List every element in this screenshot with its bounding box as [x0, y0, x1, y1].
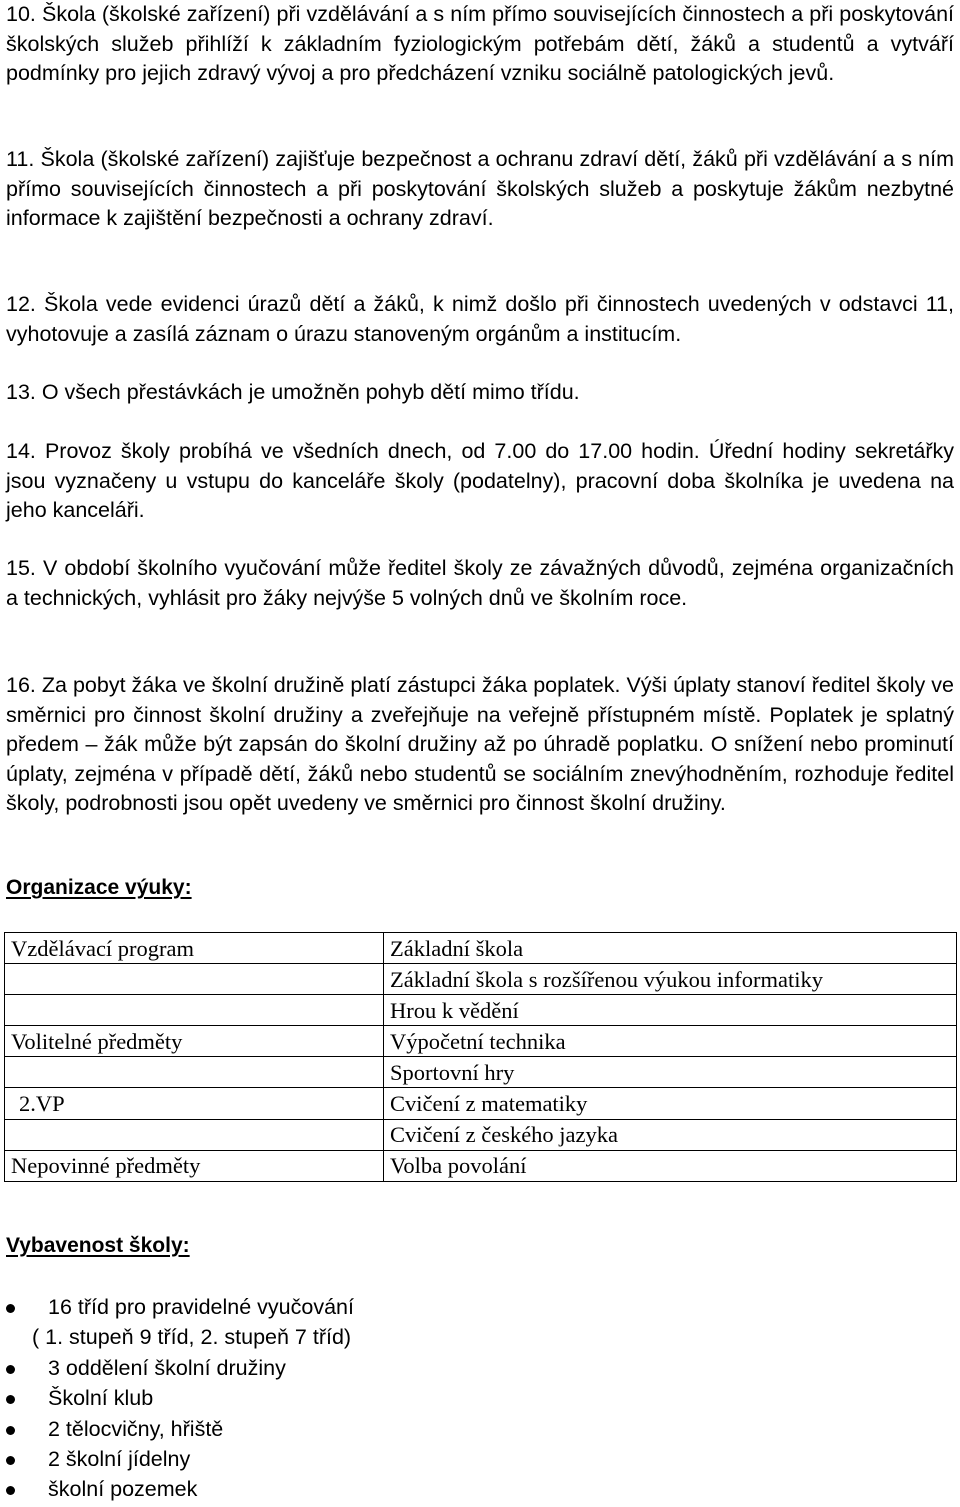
paragraph-14: 14. Provoz školy probíhá ve všedních dnech, od 7.00 do 17.00 hodin. Úřední hodiny sekretářky jsou vyznačeny u vstupu do kanceláře školy (podatelny), pracovní doba školníka je uvedena na jeho kanceláři. — [6, 439, 954, 523]
bullet-icon — [6, 1395, 15, 1404]
table-row — [5, 1150, 957, 1181]
list-item-text: školní pozemek — [48, 1477, 198, 1502]
bullet-icon — [6, 1304, 15, 1313]
table-cell-value: Sportovní hry — [384, 1057, 957, 1088]
table-cell-value: Základní škola s rozšířenou výukou informatiky — [384, 964, 957, 995]
table-row — [5, 933, 957, 964]
table-row — [5, 1119, 957, 1150]
table-cell-label: Volitelné předměty — [5, 1026, 384, 1057]
list-item — [0, 1414, 354, 1444]
paragraph-16: 16. Za pobyt žáka ve školní družině platí zástupci žáka poplatek. Výši úplaty stanoví ředitel školy ve směrnici pro činnost školní družiny a zveřejňuje na veřejně přístupném místě. Poplatek je splatný předem – žák může být zapsán do školní družiny až po úhradě poplatku. O snížení nebo prominutí úplaty, zejména v případě dětí, žáků nebo studentů se sociálním znevýhodněním, rozhoduje ředitel školy, podrobnosti jsou opět uvedeny ve směrnici pro činnost školní družiny. — [6, 673, 954, 816]
paragraph-15: 15. V období školního vyučování může ředitel školy ze závažných důvodů, zejména organizačních a technických, vyhlásit pro žáky nejvýše 5 volných dnů ve školním roce. — [6, 556, 954, 610]
list-item-text: 2 školní jídelny — [48, 1446, 191, 1471]
table-cell-label — [5, 1057, 384, 1088]
bullet-icon — [6, 1365, 15, 1374]
list-item — [0, 1292, 354, 1322]
list-item-text: 2 tělocvičny, hřiště — [48, 1416, 224, 1441]
bullet-icon — [6, 1426, 15, 1435]
bullet-icon — [6, 1456, 15, 1465]
table-row — [5, 1088, 957, 1119]
list-item — [0, 1444, 354, 1474]
list-item-text: 3 oddělení školní družiny — [48, 1355, 286, 1380]
equipment-heading: Vybavenost školy: — [6, 1234, 190, 1257]
paragraph-11: 11. Škola (školské zařízení) zajišťuje bezpečnost a ochranu zdraví dětí, žáků při vzdělávání a s ním přímo souvisejících činnostech a při poskytování školských služeb a poskytuje žákům nezbytné informace k zajištění bezpečnosti a ochrany zdraví. — [6, 147, 954, 231]
paragraph-12: 12. Škola vede evidenci úrazů dětí a žáků, k nimž došlo při činnostech uvedených v odstavci 11, vyhotovuje a zasílá záznam o úrazu stanoveným orgánům a institucím. — [6, 292, 954, 346]
bullet-icon — [6, 1486, 15, 1495]
list-item — [0, 1353, 354, 1383]
table-row — [5, 995, 957, 1026]
table-cell-label — [5, 995, 384, 1026]
table-cell-label — [5, 964, 384, 995]
table-cell-value: Základní škola — [384, 933, 957, 964]
paragraph-10: 10. Škola (školské zařízení) při vzdělávání a s ním přímo souvisejících činnostech a při poskytování školských služeb přihlíží k základním fyziologickým potřebám dětí, žáků a studentů a vytváří podmínky pro jejich zdravý vývoj a pro předcházení vzniku sociálně patologických jevů. — [6, 2, 954, 86]
list-item-text: 16 tříd pro pravidelné vyučování — [48, 1295, 354, 1319]
organization-table — [4, 932, 957, 1182]
table-cell-label: Nepovinné předměty — [5, 1150, 384, 1181]
organization-heading: Organizace výuky: — [6, 876, 192, 899]
table-cell-value: Hrou k vědění — [384, 995, 957, 1026]
list-item-text: Školní klub — [48, 1386, 154, 1411]
list-item — [0, 1474, 354, 1504]
table-cell-value: Volba povolání — [384, 1150, 957, 1181]
table-row — [5, 964, 957, 995]
table-cell-value: Cvičení z českého jazyka — [384, 1119, 957, 1150]
table-cell-value: Výpočetní technika — [384, 1026, 957, 1057]
table-row — [5, 1057, 957, 1088]
equipment-list — [0, 1292, 354, 1505]
table-cell-label — [5, 1119, 384, 1150]
table-cell-value: Cvičení z matematiky — [384, 1088, 957, 1119]
paragraph-13: 13. O všech přestávkách je umožněn pohyb dětí mimo třídu. — [6, 380, 580, 404]
table-row — [5, 1026, 957, 1057]
list-item — [0, 1383, 354, 1413]
table-cell-label: 2.VP — [5, 1088, 384, 1119]
list-item-text: ( 1. stupeň 9 tříd, 2. stupeň 7 tříd) — [32, 1325, 352, 1350]
table-cell-label: Vzdělávací program — [5, 933, 384, 964]
list-item-continuation — [0, 1322, 354, 1352]
